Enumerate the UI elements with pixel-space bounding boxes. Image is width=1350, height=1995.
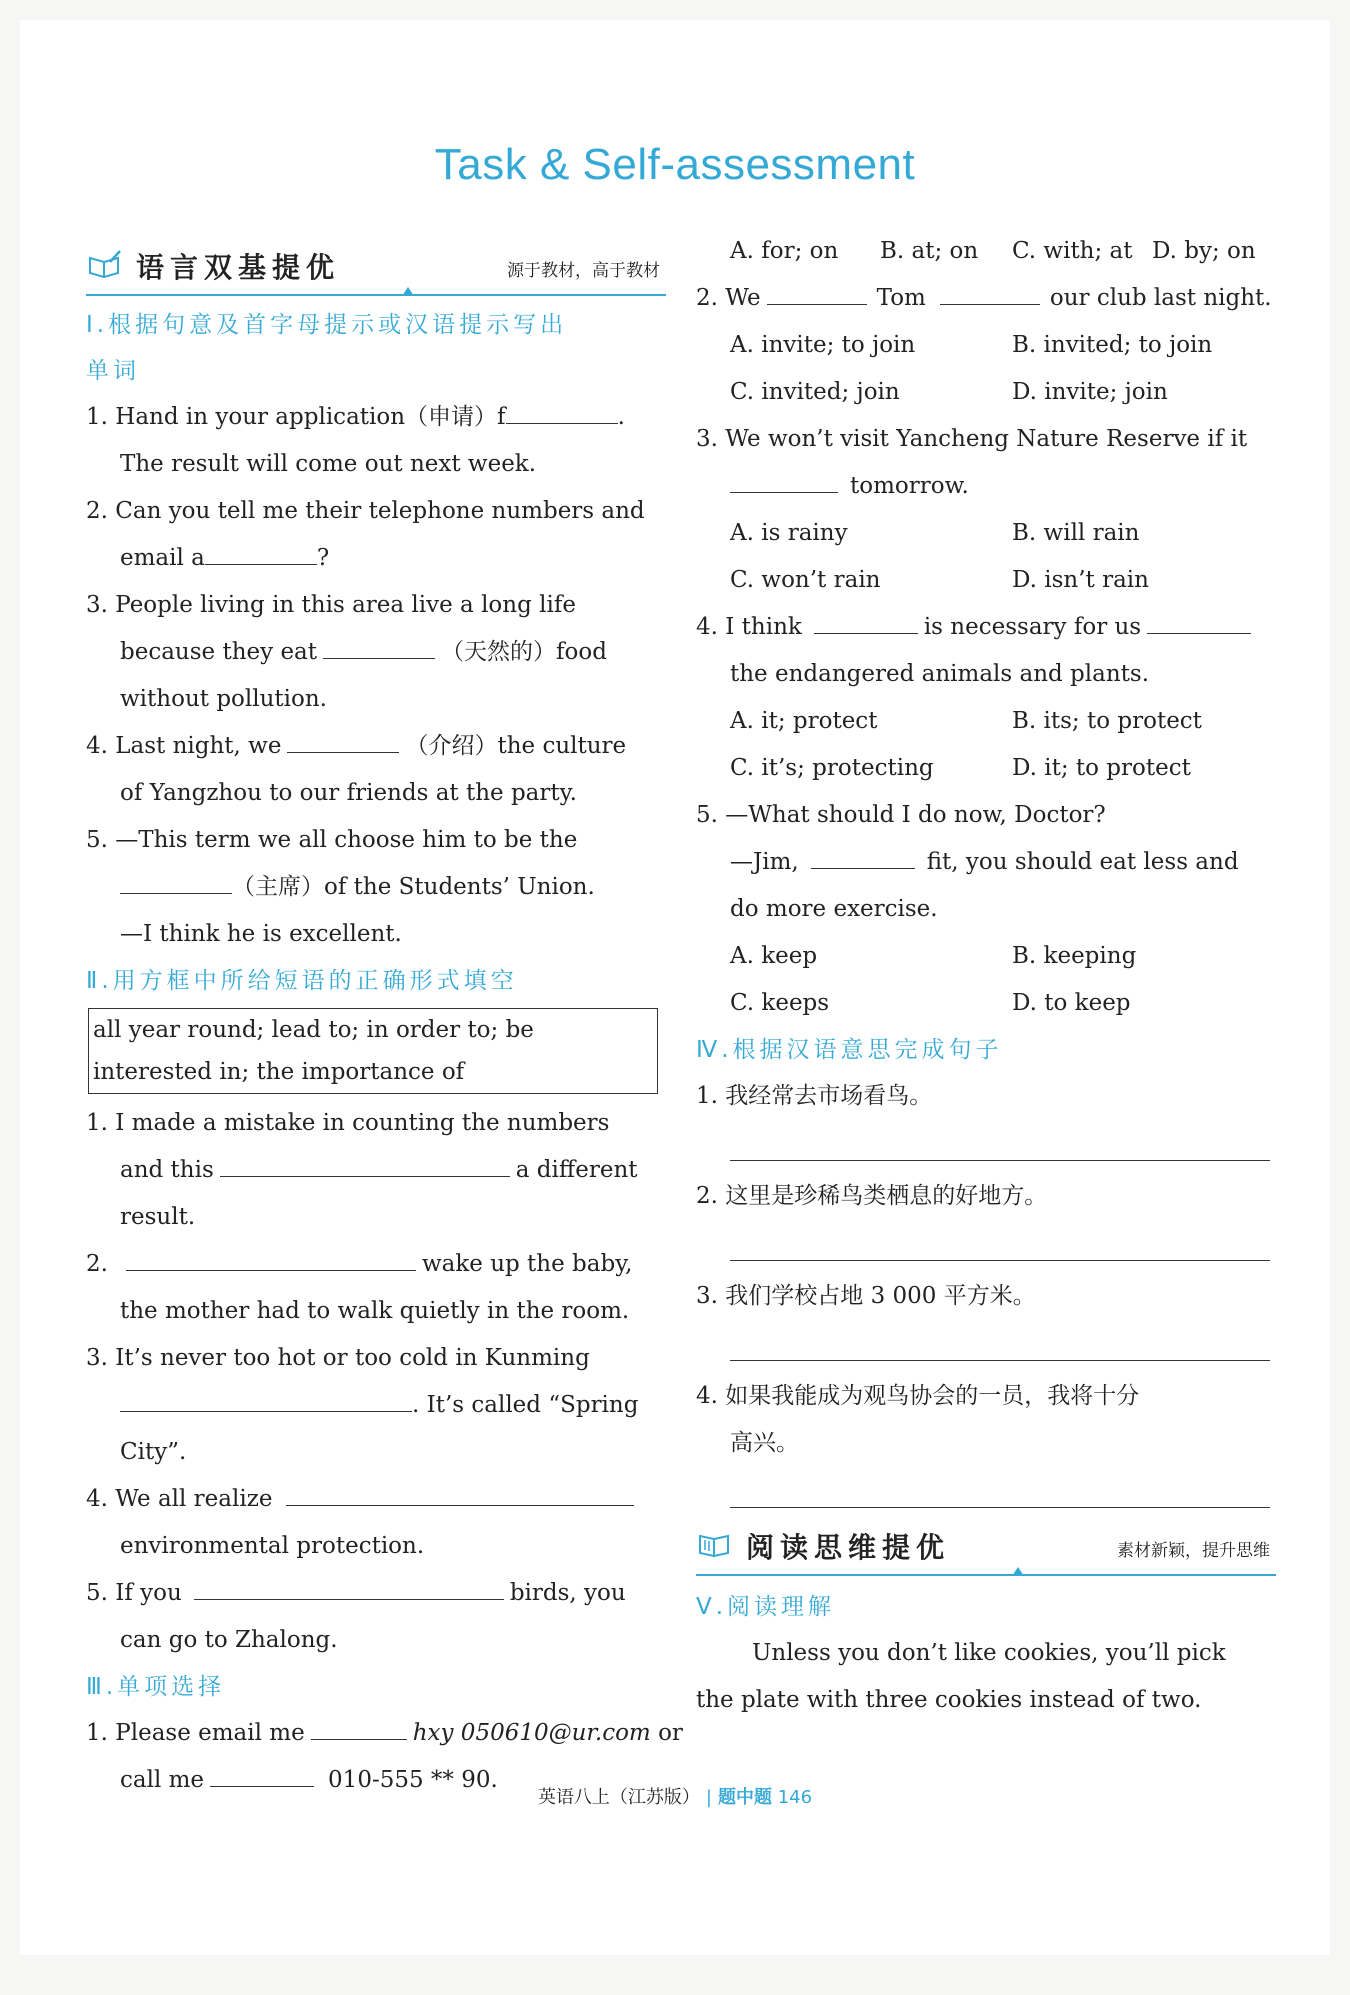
footer-divider: |: [705, 1787, 712, 1808]
answer-line[interactable]: [730, 1120, 1270, 1161]
option-d[interactable]: D. invite; join: [1012, 379, 1168, 405]
option-a[interactable]: A. is rainy: [730, 520, 848, 546]
s2-q3-cont: . It’s called “Spring: [86, 1382, 666, 1429]
answer-blank[interactable]: [220, 1154, 510, 1177]
book-pencil-icon: [88, 250, 122, 278]
answer-blank[interactable]: [311, 1717, 407, 1740]
answer-blank[interactable]: [286, 1483, 634, 1506]
section-4-heading: Ⅳ.根据汉语意思完成句子: [696, 1037, 1003, 1063]
s1-q3-cont: because they eat （天然的）food: [86, 629, 666, 676]
s1-q3: 3. People living in this area live a long life: [86, 592, 576, 618]
phrase-box-line: all year round; lead to; in order to; be: [93, 1017, 534, 1043]
option-c[interactable]: C. it’s; protecting: [730, 755, 934, 781]
s4-q4-cont: 高兴。: [730, 1430, 799, 1456]
page-number: 146: [777, 1787, 813, 1808]
option-b[interactable]: B. its; to protect: [1012, 708, 1202, 734]
s3-q4-options: [696, 698, 1276, 745]
option-b[interactable]: B. at; on: [880, 238, 979, 264]
footer-book-name: 英语八上（江苏版）: [537, 1787, 700, 1808]
answer-blank[interactable]: [940, 282, 1040, 305]
phrase-box: [88, 1008, 658, 1094]
s3-q3: 3. We won’t visit Yancheng Nature Reserve if it: [696, 426, 1248, 452]
answer-blank[interactable]: [323, 636, 435, 659]
s2-q2-cont: the mother had to walk quietly in the room.: [120, 1298, 630, 1324]
s2-q3: 3. It’s never too hot or too cold in Kunming: [86, 1345, 590, 1371]
option-a[interactable]: A. it; protect: [730, 708, 878, 734]
s2-q1: 1. I made a mistake in counting the numbers: [86, 1110, 610, 1136]
s1-q1-cont: The result will come out next week.: [120, 451, 537, 477]
answer-blank[interactable]: [730, 472, 838, 493]
banner-title: 语言双基提优: [136, 251, 341, 284]
reading-passage-line: Unless you don’t like cookies, you’ll pick: [752, 1640, 1226, 1666]
banner-triangle: [1012, 1567, 1024, 1576]
phrase-box-line: interested in; the importance of: [93, 1059, 465, 1085]
s3-q3-options: [696, 510, 1276, 557]
section-3-heading: Ⅲ.单项选择: [86, 1674, 226, 1700]
left-column: [86, 240, 683, 1804]
reading-passage-line: the plate with three cookies instead of two.: [696, 1687, 1202, 1713]
page-title: Task & Self-assessment: [434, 140, 916, 189]
s4-q2: 2. 这里是珍稀鸟类栖息的好地方。: [696, 1183, 1048, 1209]
s3-q3-options-2: [696, 557, 1276, 604]
option-c[interactable]: C. with; at: [1012, 238, 1133, 264]
s1-q4: 4. Last night, we （介绍）the culture: [86, 723, 666, 770]
answer-blank[interactable]: [194, 1577, 504, 1600]
s1-q2: 2. Can you tell me their telephone numbers and: [86, 498, 645, 524]
s2-q1-cont: and this a different: [86, 1147, 666, 1194]
banner-title: 阅读思维提优: [746, 1531, 951, 1564]
right-column: [696, 228, 1276, 1724]
answer-blank[interactable]: [205, 544, 317, 565]
worksheet-page: [20, 20, 1330, 1955]
s3-q5-cont: —Jim, fit, you should eat less and: [696, 839, 1276, 886]
footer-brand: 题中题: [717, 1787, 772, 1808]
s4-q4: 4. 如果我能成为观鸟协会的一员，我将十分: [696, 1383, 1140, 1409]
banner-reading-thinking: [696, 1520, 1276, 1576]
s3-q5: 5. —What should I do now, Doctor?: [696, 802, 1106, 828]
answer-blank[interactable]: [287, 730, 399, 753]
option-c[interactable]: C. won’t rain: [730, 567, 881, 593]
s3-q5-cont2: do more exercise.: [730, 896, 938, 922]
answer-blank[interactable]: [1147, 611, 1251, 634]
s2-q5-cont: can go to Zhalong.: [120, 1627, 338, 1653]
s3-q4-cont: the endangered animals and plants.: [730, 661, 1150, 687]
s3-q3-cont: tomorrow.: [696, 463, 1276, 510]
s3-q1-options: [696, 228, 1276, 275]
open-book-icon: [698, 1530, 732, 1558]
answer-blank[interactable]: [120, 1391, 412, 1412]
section-1-heading-cont: 单词: [86, 358, 140, 384]
s1-q4-cont: of Yangzhou to our friends at the party.: [120, 780, 577, 806]
s3-q5-options-2: [696, 980, 1276, 1027]
option-b[interactable]: B. will rain: [1012, 520, 1140, 546]
s1-q1: 1. Hand in your application（申请）f .: [86, 404, 625, 430]
answer-blank[interactable]: [120, 873, 232, 894]
s3-q2-options-2: [696, 369, 1276, 416]
s1-q5-cont2: —I think he is excellent.: [120, 921, 402, 947]
s4-q3: 3. 我们学校占地 3 000 平方米。: [696, 1283, 1036, 1309]
option-b[interactable]: B. invited; to join: [1012, 332, 1213, 358]
option-c[interactable]: C. invited; join: [730, 379, 900, 405]
s2-q3-cont2: City”.: [120, 1439, 187, 1465]
s3-q2-options: [696, 322, 1276, 369]
s1-q5: 5. —This term we all choose him to be the: [86, 827, 578, 853]
s2-q1-cont2: result.: [120, 1204, 196, 1230]
s1-q5-cont: （主席）of the Students’ Union.: [86, 864, 666, 911]
s3-q1-cont: call me 010-555 ** 90.: [86, 1757, 666, 1804]
s3-q1: 1. Please email me hxy 050610@ur.com or: [86, 1710, 666, 1757]
answer-blank[interactable]: [767, 282, 867, 305]
banner-language-basics: [86, 240, 666, 296]
option-d[interactable]: D. isn’t rain: [1012, 567, 1149, 593]
s1-q2-cont: email a ?: [120, 545, 330, 571]
option-a[interactable]: A. keep: [730, 943, 818, 969]
section-2-heading: Ⅱ.用方框中所给短语的正确形式填空: [86, 968, 518, 994]
option-b[interactable]: B. keeping: [1012, 943, 1137, 969]
answer-blank[interactable]: [126, 1248, 416, 1271]
option-d[interactable]: D. by; on: [1152, 238, 1256, 264]
answer-line[interactable]: [730, 1220, 1270, 1261]
s3-q5-options: [696, 933, 1276, 980]
s2-q4: 4. We all realize: [86, 1476, 666, 1523]
section-5-heading: Ⅴ.阅读理解: [696, 1594, 836, 1620]
s3-q2: 2. We Tom our club last night.: [696, 275, 1276, 322]
option-a[interactable]: A. invite; to join: [730, 332, 916, 358]
option-d[interactable]: D. it; to protect: [1012, 755, 1191, 781]
s3-q4-options-2: [696, 745, 1276, 792]
answer-blank[interactable]: [814, 611, 918, 634]
option-a[interactable]: A. for; on: [730, 238, 839, 264]
s1-q3-cont2: without pollution.: [120, 686, 327, 712]
banner-triangle: [402, 287, 414, 296]
s2-q4-cont: environmental protection.: [120, 1533, 425, 1559]
option-c[interactable]: C. keeps: [730, 990, 830, 1016]
s2-q2: 2. wake up the baby,: [86, 1241, 666, 1288]
answer-line[interactable]: [730, 1467, 1270, 1508]
banner-subtitle: 源于教材，高于教材: [507, 261, 660, 281]
answer-line[interactable]: [730, 1320, 1270, 1361]
page-footer: [20, 1783, 1330, 1809]
option-d[interactable]: D. to keep: [1012, 990, 1131, 1016]
answer-blank[interactable]: [811, 846, 915, 869]
s3-q4: 4. I think is necessary for us: [696, 604, 1276, 651]
s2-q5: 5. If you birds, you: [86, 1570, 666, 1617]
answer-blank[interactable]: [506, 403, 618, 424]
section-1-heading: Ⅰ.根据句意及首字母提示或汉语提示写出: [86, 312, 568, 338]
s4-q1: 1. 我经常去市场看鸟。: [696, 1083, 933, 1109]
banner-subtitle: 素材新颖，提升思维: [1117, 1541, 1270, 1561]
